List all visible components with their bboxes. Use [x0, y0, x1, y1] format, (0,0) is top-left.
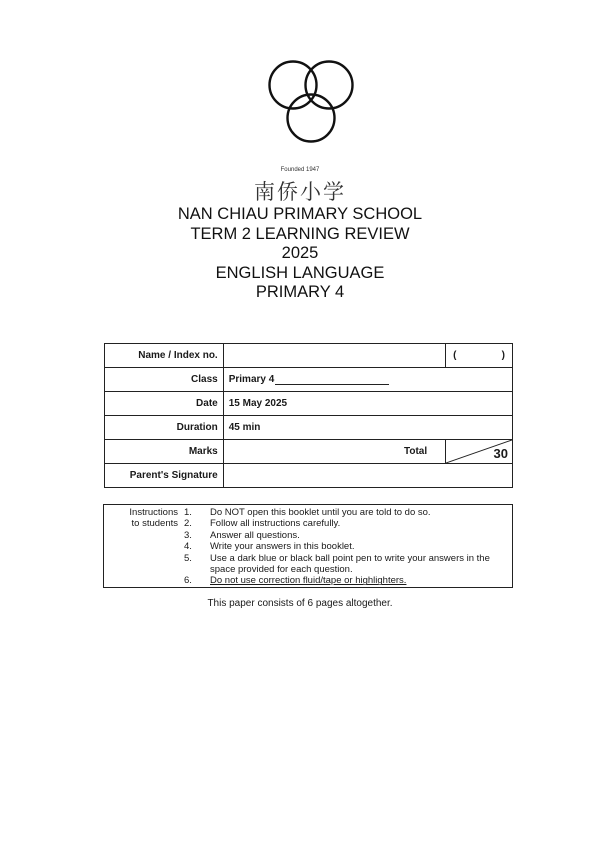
duration-value: 45 min — [223, 416, 512, 440]
index-close-paren: ) — [501, 350, 505, 361]
assessment-year: 2025 — [281, 244, 319, 263]
instruction-item: 3. Answer all questions. — [184, 529, 300, 541]
table-row-date — [105, 392, 513, 416]
class-field[interactable] — [223, 368, 512, 392]
page-count-note: This paper consists of 6 pages altogether. — [207, 598, 393, 609]
paper-title — [0, 205, 600, 303]
name-field[interactable] — [223, 344, 445, 368]
class-value: Primary 4 — [228, 374, 275, 385]
class-blank-line[interactable] — [275, 384, 389, 385]
date-value: 15 May 2025 — [223, 392, 512, 416]
instructions-label: Instructions to students — [129, 507, 178, 530]
index-open-paren: ( — [453, 350, 457, 361]
duration-label: Duration — [105, 416, 224, 440]
signature-label: Parent's Signature — [105, 464, 224, 488]
subject-name: ENGLISH LANGUAGE — [215, 263, 385, 282]
instruction-item: 4. Write your answers in this booklet. — [184, 541, 355, 553]
student-info-table — [104, 343, 513, 488]
name-label: Name / Index no. — [105, 344, 224, 368]
marks-label: Marks — [105, 440, 224, 464]
level-name: PRIMARY 4 — [255, 283, 345, 302]
school-logo-icon — [262, 55, 362, 150]
school-name: NAN CHIAU PRIMARY SCHOOL — [177, 205, 423, 223]
instruction-item: 1. Do NOT open this booklet until you are told to do so. — [184, 507, 431, 518]
instructions-list — [184, 507, 504, 587]
class-label: Class — [105, 368, 224, 392]
assessment-name: TERM 2 LEARNING REVIEW — [190, 224, 410, 243]
table-row-signature — [105, 464, 513, 488]
total-marks: 30 — [493, 446, 508, 461]
table-row-marks — [105, 440, 513, 464]
marks-score-cell[interactable] — [446, 440, 513, 464]
index-no-field[interactable] — [446, 344, 513, 368]
table-row-class — [105, 368, 513, 392]
school-chinese-name: 南侨小学 — [254, 180, 346, 204]
date-label: Date — [105, 392, 224, 416]
instruction-item: 2. Follow all instructions carefully. — [184, 518, 341, 530]
instruction-item: 6. Do not use correction fluid/tape or highlighters. — [184, 575, 407, 587]
table-row-name — [105, 344, 513, 368]
total-label: Total — [223, 440, 445, 464]
instructions-box — [103, 504, 513, 588]
instruction-item: 5. Use a dark blue or black ball point pen to write your answers in the space provided for each question. — [184, 552, 490, 576]
founded-year: Founded 1947 — [280, 167, 320, 173]
signature-field[interactable] — [223, 464, 512, 488]
table-row-duration — [105, 416, 513, 440]
